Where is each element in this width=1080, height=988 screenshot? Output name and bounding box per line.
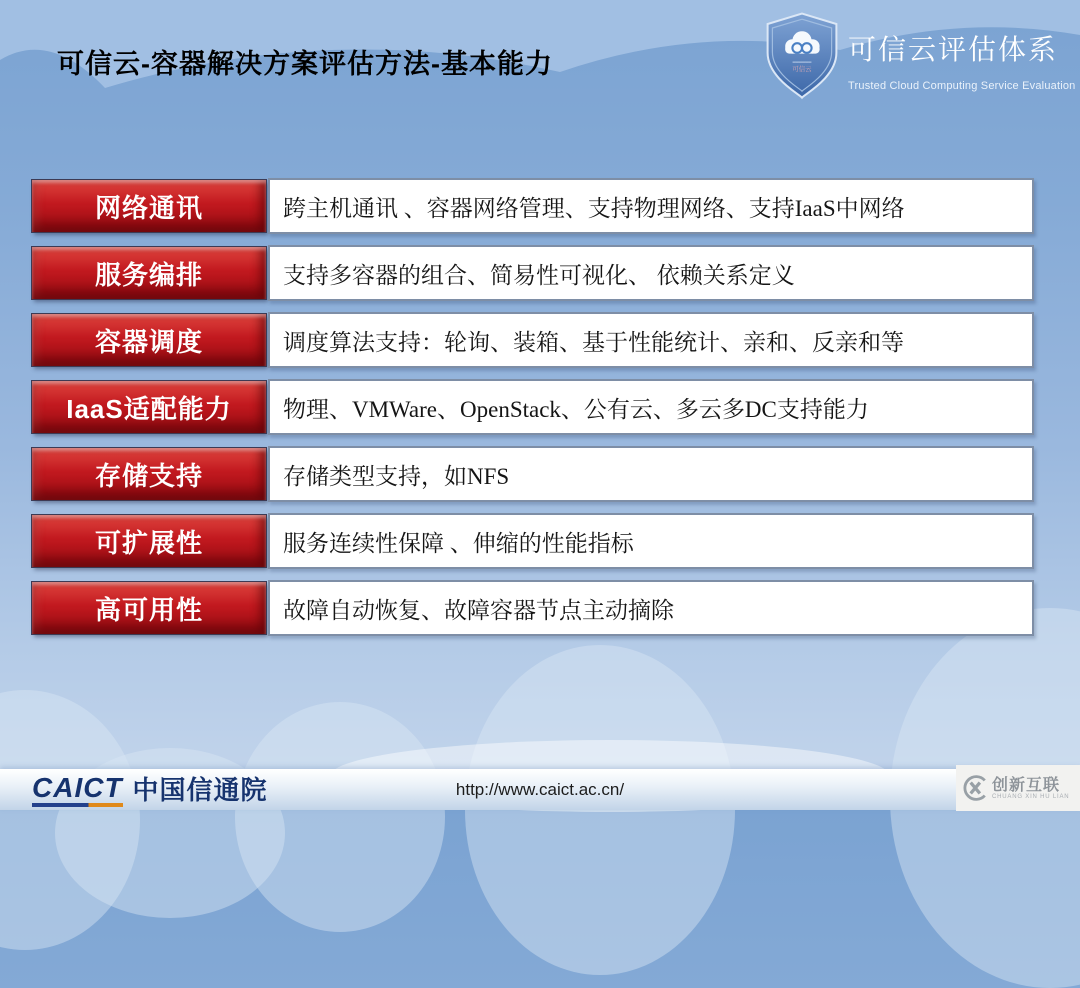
footer-bar [0, 769, 1080, 810]
row-label-orchestration: 服务编排 [32, 247, 266, 299]
shield-cloud-icon [762, 10, 842, 102]
row-content-iaas: 物理、VMWare、OpenStack、公有云、多云多DC支持能力 [268, 379, 1034, 435]
row-content-scheduling: 调度算法支持：轮询、装箱、基于性能统计、亲和、反亲和等 [268, 312, 1034, 368]
badge-title: 可信云评估体系 [848, 34, 1059, 65]
table-row [0, 379, 1080, 435]
watermark-logo [956, 765, 1080, 811]
caict-logo-en: CAICT [32, 772, 123, 803]
caict-logo [32, 774, 268, 807]
row-content-availability: 故障自动恢复、故障容器节点主动摘除 [268, 580, 1034, 636]
row-label-scheduling: 容器调度 [32, 314, 266, 366]
caict-logo-underline [32, 803, 123, 807]
trusted-cloud-badge [756, 6, 1076, 106]
row-content-orchestration: 支持多容器的组合、简易性可视化、 依赖关系定义 [268, 245, 1034, 301]
caict-logo-cn: 中国信通院 [132, 775, 268, 805]
row-label-iaas: IaaS适配能力 [32, 381, 266, 433]
row-label-availability: 高可用性 [32, 582, 266, 634]
table-row [0, 245, 1080, 301]
row-label-scalability: 可扩展性 [32, 515, 266, 567]
table-row [0, 513, 1080, 569]
table-row [0, 178, 1080, 234]
table-row [0, 580, 1080, 636]
watermark-circle-x-icon [962, 775, 988, 801]
shield-inner-label: 可信云 [792, 66, 812, 74]
row-content-network: 跨主机通讯 、容器网络管理、支持物理网络、支持IaaS中网络 [268, 178, 1034, 234]
page-title: 可信云-容器解决方案评估方法-基本能力 [57, 49, 553, 79]
table-row [0, 312, 1080, 368]
row-label-storage: 存储支持 [32, 448, 266, 500]
row-content-scalability: 服务连续性保障 、伸缩的性能指标 [268, 513, 1034, 569]
footer-url-link[interactable]: http://www.caict.ac.cn/ [455, 780, 625, 799]
row-content-storage: 存储类型支持，如NFS [268, 446, 1034, 502]
table-row [0, 446, 1080, 502]
badge-subtitle: Trusted Cloud Computing Service Evaluation [848, 80, 1076, 92]
watermark-name: 创新互联 [992, 776, 1061, 794]
cloud-bump [0, 690, 140, 950]
row-label-network: 网络通讯 [32, 180, 266, 232]
watermark-subtext: CHUANG XIN HU LIAN [992, 793, 1070, 800]
svg-text:━━━━━━: ━━━━━━ [792, 60, 812, 66]
